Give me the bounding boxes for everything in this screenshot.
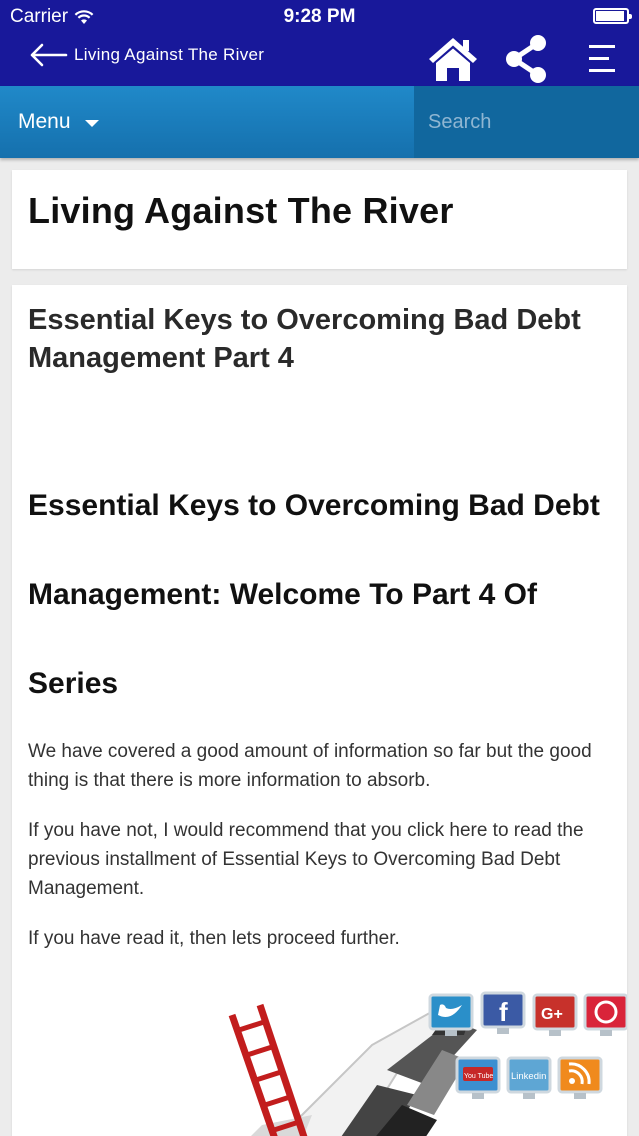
home-icon [427,36,479,82]
carrier-label: Carrier [10,6,69,27]
back-arrow-icon [28,42,68,68]
post-title: Essential Keys to Overcoming Bad Debt Management Part 4 [28,304,581,374]
home-button[interactable] [424,32,482,86]
menu-dropdown[interactable] [18,86,99,158]
navigation-bar [0,32,639,86]
twitter-icon [430,995,472,1036]
paragraph: If you have read it, then lets proceed further. [28,928,400,949]
status-time: 9:28 PM [283,6,356,27]
pinterest-icon [585,995,627,1036]
share-button[interactable] [500,32,552,86]
article-card [12,285,627,1136]
back-title: Living Against The River [74,45,265,64]
social-media-illustration [202,975,627,1136]
battery-icon [593,8,629,24]
post-heading: Essential Keys to Overcoming Bad Debt Management: Welcome To Part 4 Of Series [28,489,600,700]
page-title: Living Against The River [28,190,454,231]
menu-bar [0,86,639,158]
search-input[interactable] [414,86,639,158]
overflow-menu-button[interactable] [580,32,624,86]
svg-text:Linkedin: Linkedin [511,1071,547,1082]
rss-icon [559,1058,601,1099]
menu-label: Menu [18,110,71,133]
svg-text:f: f [499,997,508,1027]
share-icon [504,33,548,85]
caret-down-icon [85,120,99,127]
facebook-icon [482,993,524,1034]
svg-text:G+: G+ [541,1006,563,1023]
hamburger-menu-icon [585,43,619,75]
red-ladder-graphic [232,1005,310,1136]
google-plus-icon [534,995,576,1036]
back-button[interactable] [28,42,264,68]
title-card [12,170,627,269]
youtube-icon [457,1058,499,1099]
linkedin-icon [508,1058,550,1099]
svg-text:You Tube: You Tube [464,1073,494,1080]
paragraph: We have covered a good amount of information so far but the good thing is that there is more information to absorb. [28,741,592,791]
status-bar [0,0,639,32]
paragraph: If you have not, I would recommend that you click here to read the previous installment of Essential Keys to Overcoming Bad Debt Management. [28,820,584,899]
